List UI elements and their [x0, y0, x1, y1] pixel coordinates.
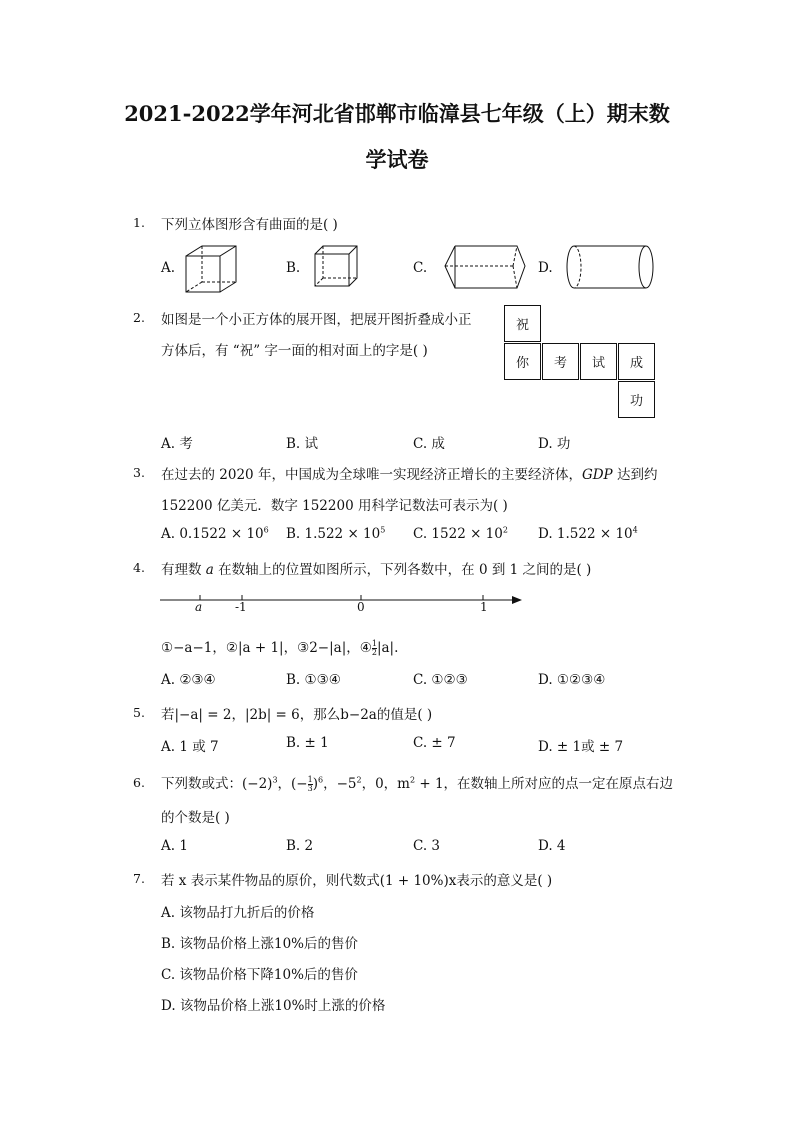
- q4-option-a: A. ②③④: [161, 672, 216, 688]
- q6-stem-line2: 的个数是( ): [161, 810, 230, 826]
- q3-stem-line2: 152200 亿美元．数字 152200 用科学记数法可表示为( ): [161, 498, 508, 514]
- q4-stem-pre: 有理数: [161, 562, 206, 578]
- net-cell-zhu: 祝: [504, 305, 541, 342]
- q3-option-d-exp: 4: [632, 525, 638, 535]
- q5-number: 5.: [133, 705, 145, 720]
- q2-stem-line2: 方体后，有 “祝” 字一面的相对面上的字是( ): [161, 343, 428, 359]
- q7-number: 7.: [133, 871, 145, 886]
- q1-stem: 下列立体图形含有曲面的是( ): [161, 217, 338, 233]
- q6-stem-e: ，0，m: [361, 776, 410, 792]
- q3-option-c-text: C. 1522 × 10: [413, 526, 503, 542]
- q3-gdp: GDP: [581, 467, 613, 483]
- q7-stem: 若 x 表示某件物品的原价，则代数式(1 + 10%)x表示的意义是( ): [161, 873, 553, 889]
- q6-exp4: 2: [409, 775, 416, 785]
- q3-option-c: [413, 526, 508, 542]
- q4-option-b: B. ①③④: [286, 672, 341, 688]
- q5-option-a: A. 1 或 7: [161, 739, 219, 755]
- q1-option-a-label: A.: [161, 260, 176, 276]
- q6-stem-a: 下列数或式：(−2): [161, 776, 273, 792]
- q7-option-d: D. 该物品价格上涨10%时上涨的价格: [161, 998, 386, 1014]
- q3-option-c-exp: 2: [502, 525, 508, 535]
- q2-option-a: A. 考: [161, 436, 193, 452]
- q6-stem-f: + 1，在数轴上所对应的点一定在原点右边: [415, 776, 674, 792]
- exam-title-line1: 2021-2022学年河北省邯郸市临漳县七年级（上）期末数: [124, 101, 670, 126]
- q3-stem-line1-tail: 达到约: [612, 467, 658, 483]
- q6-stem-b: ，(−: [277, 776, 308, 792]
- q4-stem-var: a: [205, 562, 214, 578]
- q6-option-c: C. 3: [413, 838, 441, 854]
- q4-frac-num: 1: [371, 639, 377, 648]
- q3-option-a: [161, 526, 269, 542]
- q6-frac-den: 3: [307, 784, 313, 793]
- q4-number-line: [160, 594, 525, 618]
- q5-option-d: D. ± 1或 ± 7: [538, 739, 624, 755]
- q4-frac-den: 2: [371, 648, 377, 657]
- q2-option-b: B. 试: [286, 436, 319, 452]
- q5-option-c: C. ± 7: [413, 735, 456, 751]
- q4-items: [161, 636, 398, 657]
- q1-option-d-label: D.: [538, 260, 553, 276]
- q1-cylinder-figure: [566, 244, 656, 290]
- q5-stem: 若|−a| = 2，|2b| = 6，那么b−2a的值是( ): [161, 707, 433, 723]
- q1-option-c-label: C.: [413, 260, 428, 276]
- q7-option-a: A. 该物品打九折后的价格: [161, 905, 315, 921]
- q6-stem-c: ): [312, 776, 318, 792]
- q1-prism-figure: [441, 244, 527, 290]
- exam-title-line2: 学试卷: [365, 147, 429, 172]
- net-cell-shi: 试: [580, 343, 617, 380]
- q2-option-c: C. 成: [413, 436, 445, 452]
- q6-stem-line1: [161, 772, 673, 793]
- q3-option-d: [538, 526, 638, 542]
- q6-frac-num: 1: [307, 775, 313, 784]
- axis-label-neg1: -1: [235, 600, 247, 614]
- q4-number: 4.: [133, 560, 145, 575]
- q1-cube-figure: [313, 244, 359, 288]
- q6-option-b: B. 2: [286, 838, 314, 854]
- axis-label-1: 1: [480, 600, 488, 614]
- q6-exp2: 6: [318, 775, 324, 785]
- net-cell-cheng: 成: [618, 343, 655, 380]
- axis-label-a: a: [195, 600, 203, 614]
- q3-stem-line1-text: 在过去的 2020 年，中国成为全球唯一实现经济正增长的主要经济体，: [161, 467, 582, 483]
- q1-option-b-label: B.: [286, 260, 301, 276]
- q4-items-post: |a|.: [376, 640, 399, 656]
- q1-cuboid-figure: [184, 244, 238, 294]
- q6-option-a: A. 1: [161, 838, 188, 854]
- q5-option-b: B. ± 1: [286, 735, 329, 751]
- q3-option-b: [286, 526, 385, 542]
- q3-option-a-exp: 6: [263, 525, 269, 535]
- q6-exp3: 2: [356, 775, 362, 785]
- q6-option-d: D. 4: [538, 838, 566, 854]
- q3-option-b-text: B. 1.522 × 10: [286, 526, 381, 542]
- q4-option-c: C. ①②③: [413, 672, 468, 688]
- net-cell-ni: 你: [504, 343, 541, 380]
- q3-number: 3.: [133, 465, 145, 480]
- q4-stem: [161, 558, 591, 578]
- axis-label-0: 0: [357, 600, 365, 614]
- q2-stem-line1: 如图是一个小正方体的展开图，把展开图折叠成小正: [161, 312, 472, 328]
- q2-number: 2.: [133, 310, 145, 325]
- q4-option-d: D. ①②③④: [538, 672, 606, 688]
- q6-stem-d: ，−5: [323, 776, 357, 792]
- q3-option-a-text: A. 0.1522 × 10: [161, 526, 264, 542]
- q6-number: 6.: [133, 775, 145, 790]
- q4-items-pre: ①−a−1，②|a + 1|，③2−|a|，④: [161, 640, 372, 656]
- q3-stem-line1: [161, 463, 657, 483]
- q3-option-b-exp: 5: [380, 525, 386, 535]
- q1-number: 1.: [133, 215, 145, 230]
- q6-exp1: 3: [272, 775, 278, 785]
- q4-stem-post: 在数轴上的位置如图所示，下列各数中，在 0 到 1 之间的是( ): [213, 562, 592, 578]
- q2-option-d: D. 功: [538, 436, 571, 452]
- net-cell-kao: 考: [542, 343, 579, 380]
- q7-option-c: C. 该物品价格下降10%后的售价: [161, 967, 358, 983]
- net-cell-gong: 功: [618, 381, 655, 418]
- q3-option-d-text: D. 1.522 × 10: [538, 526, 633, 542]
- q7-option-b: B. 该物品价格上涨10%后的售价: [161, 936, 359, 952]
